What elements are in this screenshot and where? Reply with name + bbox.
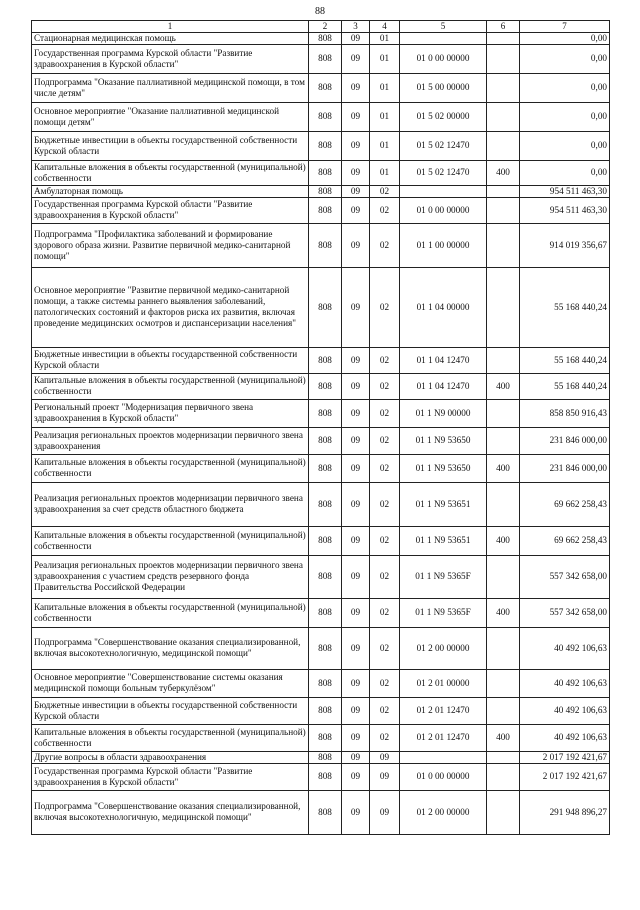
target-article-cell: 01 1 04 12470	[400, 373, 487, 399]
section-code-cell: 09	[342, 427, 370, 454]
ministry-code-cell: 808	[309, 102, 342, 131]
subsection-code-cell: 09	[370, 790, 400, 834]
target-article-cell: 01 1 N9 53651	[400, 482, 487, 526]
item-name-cell: Капитальные вложения в объекты государственной (муниципальной) собственности	[32, 373, 309, 399]
amount-cell: 2 017 192 421,67	[520, 751, 610, 763]
expense-type-cell	[487, 44, 520, 73]
table-row	[32, 526, 610, 555]
ministry-code-cell: 808	[309, 131, 342, 160]
table-row	[32, 482, 610, 526]
amount-cell: 954 511 463,30	[520, 197, 610, 223]
ministry-code-cell: 808	[309, 267, 342, 347]
amount-cell: 0,00	[520, 102, 610, 131]
table-row	[32, 223, 610, 267]
section-code-cell: 09	[342, 763, 370, 790]
ministry-code-cell: 808	[309, 790, 342, 834]
table-row	[32, 555, 610, 598]
amount-cell: 954 511 463,30	[520, 185, 610, 197]
section-code-cell: 09	[342, 555, 370, 598]
ministry-code-cell: 808	[309, 751, 342, 763]
amount-cell: 40 492 106,63	[520, 724, 610, 751]
table-row	[32, 669, 610, 697]
ministry-code-cell: 808	[309, 526, 342, 555]
section-code-cell: 09	[342, 267, 370, 347]
section-code-cell: 09	[342, 697, 370, 724]
ministry-code-cell: 808	[309, 223, 342, 267]
target-article-cell: 01 1 N9 53650	[400, 454, 487, 482]
ministry-code-cell: 808	[309, 185, 342, 197]
subsection-code-cell: 01	[370, 32, 400, 44]
table-row	[32, 197, 610, 223]
ministry-code-cell: 808	[309, 399, 342, 427]
table-row	[32, 454, 610, 482]
amount-cell: 291 948 896,27	[520, 790, 610, 834]
subsection-code-cell: 02	[370, 399, 400, 427]
table-row	[32, 73, 610, 102]
section-code-cell: 09	[342, 373, 370, 399]
table-row	[32, 160, 610, 185]
section-code-cell: 09	[342, 790, 370, 834]
expense-type-cell	[487, 102, 520, 131]
expense-type-cell	[487, 669, 520, 697]
header-cell: 5	[400, 21, 487, 33]
amount-cell: 69 662 258,43	[520, 482, 610, 526]
table-row	[32, 373, 610, 399]
item-name-cell: Бюджетные инвестиции в объекты государственной собственности Курской области	[32, 697, 309, 724]
header-cell: 2	[309, 21, 342, 33]
expense-type-cell	[487, 197, 520, 223]
amount-cell: 557 342 658,00	[520, 598, 610, 627]
subsection-code-cell: 02	[370, 724, 400, 751]
target-article-cell: 01 2 00 00000	[400, 790, 487, 834]
expense-type-cell	[487, 763, 520, 790]
expense-type-cell	[487, 627, 520, 669]
table-row	[32, 751, 610, 763]
ministry-code-cell: 808	[309, 373, 342, 399]
table-row	[32, 763, 610, 790]
subsection-code-cell: 01	[370, 73, 400, 102]
item-name-cell: Бюджетные инвестиции в объекты государственной собственности Курской области	[32, 131, 309, 160]
table-body	[32, 32, 610, 834]
section-code-cell: 09	[342, 751, 370, 763]
amount-cell: 231 846 000,00	[520, 454, 610, 482]
subsection-code-cell: 02	[370, 267, 400, 347]
table-row	[32, 102, 610, 131]
item-name-cell: Региональный проект "Модернизация первичного звена здравоохранения в Курской области"	[32, 399, 309, 427]
subsection-code-cell: 02	[370, 555, 400, 598]
amount-cell: 0,00	[520, 160, 610, 185]
ministry-code-cell: 808	[309, 669, 342, 697]
subsection-code-cell: 02	[370, 697, 400, 724]
target-article-cell: 01 5 02 12470	[400, 160, 487, 185]
target-article-cell: 01 0 00 00000	[400, 197, 487, 223]
amount-cell: 55 168 440,24	[520, 373, 610, 399]
amount-cell: 2 017 192 421,67	[520, 763, 610, 790]
item-name-cell: Капитальные вложения в объекты государственной (муниципальной) собственности	[32, 526, 309, 555]
subsection-code-cell: 01	[370, 131, 400, 160]
target-article-cell: 01 2 01 12470	[400, 697, 487, 724]
amount-cell: 0,00	[520, 44, 610, 73]
amount-cell: 557 342 658,00	[520, 555, 610, 598]
table-row	[32, 131, 610, 160]
item-name-cell: Стационарная медицинская помощь	[32, 32, 309, 44]
table-row	[32, 598, 610, 627]
item-name-cell: Подпрограмма "Совершенствование оказания специализированной, включая высокотехнологичную, медицинской помощи"	[32, 790, 309, 834]
section-code-cell: 09	[342, 669, 370, 697]
ministry-code-cell: 808	[309, 32, 342, 44]
ministry-code-cell: 808	[309, 724, 342, 751]
subsection-code-cell: 09	[370, 751, 400, 763]
item-name-cell: Основное мероприятие "Оказание паллиативной медицинской помощи детям"	[32, 102, 309, 131]
target-article-cell: 01 5 00 00000	[400, 73, 487, 102]
table-row	[32, 697, 610, 724]
ministry-code-cell: 808	[309, 555, 342, 598]
section-code-cell: 09	[342, 197, 370, 223]
ministry-code-cell: 808	[309, 454, 342, 482]
item-name-cell: Реализация региональных проектов модернизации первичного звена здравоохранения за счет средств областного бюджета	[32, 482, 309, 526]
expense-type-cell: 400	[487, 160, 520, 185]
section-code-cell: 09	[342, 724, 370, 751]
page-number: 88	[315, 6, 325, 17]
target-article-cell	[400, 185, 487, 197]
subsection-code-cell: 02	[370, 197, 400, 223]
table-row	[32, 627, 610, 669]
target-article-cell: 01 2 01 12470	[400, 724, 487, 751]
expense-type-cell	[487, 347, 520, 373]
subsection-code-cell: 01	[370, 44, 400, 73]
target-article-cell: 01 1 04 12470	[400, 347, 487, 373]
item-name-cell: Подпрограмма "Оказание паллиативной медицинской помощи, в том числе детям"	[32, 73, 309, 102]
table-row	[32, 724, 610, 751]
ministry-code-cell: 808	[309, 197, 342, 223]
subsection-code-cell: 02	[370, 627, 400, 669]
amount-cell: 40 492 106,63	[520, 669, 610, 697]
item-name-cell: Капитальные вложения в объекты государственной (муниципальной) собственности	[32, 598, 309, 627]
ministry-code-cell: 808	[309, 697, 342, 724]
item-name-cell: Основное мероприятие "Совершенствование системы оказания медицинской помощи больным туберкулёзом"	[32, 669, 309, 697]
expense-type-cell	[487, 427, 520, 454]
section-code-cell: 09	[342, 131, 370, 160]
item-name-cell: Реализация региональных проектов модернизации первичного звена здравоохранения	[32, 427, 309, 454]
target-article-cell: 01 0 00 00000	[400, 763, 487, 790]
table-row	[32, 32, 610, 44]
target-article-cell: 01 0 00 00000	[400, 44, 487, 73]
item-name-cell: Капитальные вложения в объекты государственной (муниципальной) собственности	[32, 454, 309, 482]
target-article-cell: 01 2 00 00000	[400, 627, 487, 669]
subsection-code-cell: 02	[370, 454, 400, 482]
section-code-cell: 09	[342, 185, 370, 197]
expense-type-cell	[487, 482, 520, 526]
amount-cell: 40 492 106,63	[520, 697, 610, 724]
ministry-code-cell: 808	[309, 763, 342, 790]
amount-cell: 55 168 440,24	[520, 347, 610, 373]
target-article-cell: 01 1 N9 53650	[400, 427, 487, 454]
subsection-code-cell: 02	[370, 526, 400, 555]
subsection-code-cell: 01	[370, 160, 400, 185]
expense-type-cell	[487, 555, 520, 598]
ministry-code-cell: 808	[309, 627, 342, 669]
section-code-cell: 09	[342, 160, 370, 185]
table-row	[32, 790, 610, 834]
expense-type-cell: 400	[487, 598, 520, 627]
item-name-cell: Капитальные вложения в объекты государственной (муниципальной) собственности	[32, 724, 309, 751]
target-article-cell: 01 1 N9 5365F	[400, 598, 487, 627]
amount-cell: 0,00	[520, 131, 610, 160]
item-name-cell: Амбулаторная помощь	[32, 185, 309, 197]
section-code-cell: 09	[342, 598, 370, 627]
item-name-cell: Капитальные вложения в объекты государственной (муниципальной) собственности	[32, 160, 309, 185]
expense-type-cell	[487, 32, 520, 44]
section-code-cell: 09	[342, 44, 370, 73]
amount-cell: 55 168 440,24	[520, 267, 610, 347]
expense-type-cell: 400	[487, 526, 520, 555]
amount-cell: 0,00	[520, 32, 610, 44]
table-row	[32, 427, 610, 454]
ministry-code-cell: 808	[309, 347, 342, 373]
section-code-cell: 09	[342, 32, 370, 44]
subsection-code-cell: 01	[370, 102, 400, 131]
section-code-cell: 09	[342, 102, 370, 131]
section-code-cell: 09	[342, 399, 370, 427]
amount-cell: 0,00	[520, 73, 610, 102]
item-name-cell: Основное мероприятие "Развитие первичной медико-санитарной помощи, а также системы раннего выявления заболеваний, патологических состояний и факторов риска их развития, включая проведение медицинских осмотров и диспансеризации населения"	[32, 267, 309, 347]
section-code-cell: 09	[342, 482, 370, 526]
subsection-code-cell: 02	[370, 347, 400, 373]
header-cell: 6	[487, 21, 520, 33]
header-cell: 3	[342, 21, 370, 33]
section-code-cell: 09	[342, 347, 370, 373]
table-row	[32, 44, 610, 73]
subsection-code-cell: 02	[370, 482, 400, 526]
amount-cell: 69 662 258,43	[520, 526, 610, 555]
target-article-cell: 01 5 02 12470	[400, 131, 487, 160]
item-name-cell: Государственная программа Курской области "Развитие здравоохранения в Курской области"	[32, 44, 309, 73]
header-cell: 4	[370, 21, 400, 33]
target-article-cell: 01 5 02 00000	[400, 102, 487, 131]
item-name-cell: Бюджетные инвестиции в объекты государственной собственности Курской области	[32, 347, 309, 373]
expense-type-cell: 400	[487, 373, 520, 399]
expense-type-cell	[487, 399, 520, 427]
target-article-cell: 01 1 N9 00000	[400, 399, 487, 427]
target-article-cell: 01 1 04 00000	[400, 267, 487, 347]
expense-type-cell	[487, 223, 520, 267]
ministry-code-cell: 808	[309, 598, 342, 627]
section-code-cell: 09	[342, 627, 370, 669]
section-code-cell: 09	[342, 73, 370, 102]
item-name-cell: Государственная программа Курской области "Развитие здравоохранения в Курской области"	[32, 763, 309, 790]
target-article-cell: 01 1 00 00000	[400, 223, 487, 267]
subsection-code-cell: 02	[370, 598, 400, 627]
ministry-code-cell: 808	[309, 160, 342, 185]
ministry-code-cell: 808	[309, 44, 342, 73]
target-article-cell	[400, 751, 487, 763]
amount-cell: 858 850 916,43	[520, 399, 610, 427]
amount-cell: 40 492 106,63	[520, 627, 610, 669]
expense-type-cell	[487, 267, 520, 347]
section-code-cell: 09	[342, 454, 370, 482]
expense-type-cell	[487, 697, 520, 724]
item-name-cell: Реализация региональных проектов модернизации первичного звена здравоохранения с участием средств резервного фонда Правительства Российской Федерации	[32, 555, 309, 598]
expense-type-cell	[487, 790, 520, 834]
target-article-cell: 01 2 01 00000	[400, 669, 487, 697]
section-code-cell: 09	[342, 526, 370, 555]
item-name-cell: Подпрограмма "Профилактика заболеваний и формирование здорового образа жизни. Развитие первичной медико-санитарной помощи"	[32, 223, 309, 267]
amount-cell: 231 846 000,00	[520, 427, 610, 454]
item-name-cell: Другие вопросы в области здравоохранения	[32, 751, 309, 763]
item-name-cell: Подпрограмма "Совершенствование оказания специализированной, включая высокотехнологичную, медицинской помощи"	[32, 627, 309, 669]
table-header-row	[32, 21, 610, 33]
subsection-code-cell: 09	[370, 763, 400, 790]
target-article-cell: 01 1 N9 53651	[400, 526, 487, 555]
item-name-cell: Государственная программа Курской области "Развитие здравоохранения в Курской области"	[32, 197, 309, 223]
target-article-cell: 01 1 N9 5365F	[400, 555, 487, 598]
expense-type-cell	[487, 185, 520, 197]
expense-type-cell: 400	[487, 724, 520, 751]
subsection-code-cell: 02	[370, 373, 400, 399]
target-article-cell	[400, 32, 487, 44]
table-row	[32, 185, 610, 197]
ministry-code-cell: 808	[309, 427, 342, 454]
table-row	[32, 267, 610, 347]
subsection-code-cell: 02	[370, 427, 400, 454]
table-row	[32, 399, 610, 427]
expense-type-cell	[487, 131, 520, 160]
subsection-code-cell: 02	[370, 669, 400, 697]
header-cell: 7	[520, 21, 610, 33]
expense-type-cell: 400	[487, 454, 520, 482]
budget-table	[31, 20, 610, 835]
amount-cell: 914 019 356,67	[520, 223, 610, 267]
subsection-code-cell: 02	[370, 185, 400, 197]
expense-type-cell	[487, 751, 520, 763]
subsection-code-cell: 02	[370, 223, 400, 267]
header-cell: 1	[32, 21, 309, 33]
ministry-code-cell: 808	[309, 482, 342, 526]
expense-type-cell	[487, 73, 520, 102]
section-code-cell: 09	[342, 223, 370, 267]
table-row	[32, 347, 610, 373]
ministry-code-cell: 808	[309, 73, 342, 102]
